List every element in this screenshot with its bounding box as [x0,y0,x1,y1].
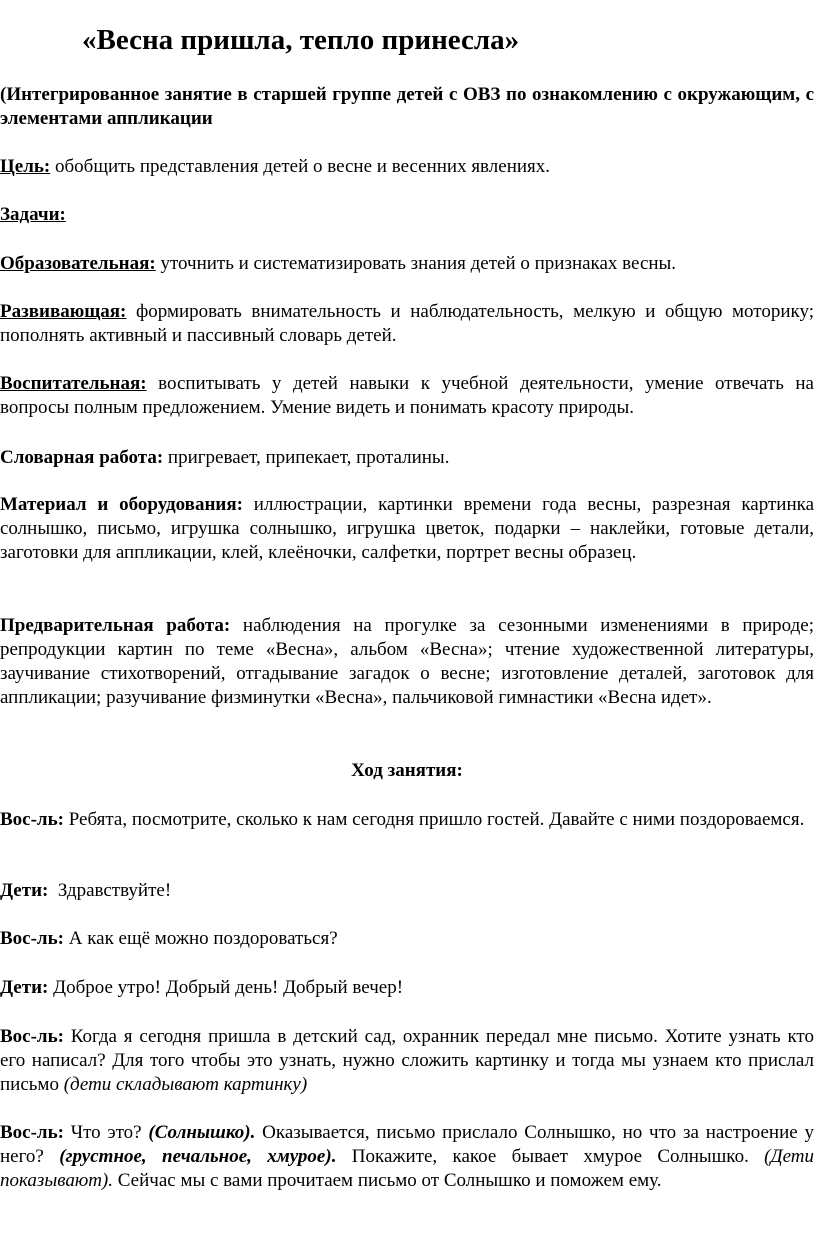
vocabulary-paragraph [0,446,814,470]
task-upbringing [0,372,814,420]
tasks-heading [0,203,814,227]
materials-label: Материал и оборудования: [0,494,243,515]
lesson-heading: Ход занятия: [351,760,463,781]
task-developmental [0,300,814,348]
goal-paragraph [0,155,814,179]
speech-text: Когда я сегодня пришла в детский сад, охранник передал мне письмо. Хотите узнать кто его написал? Для того чтобы это узнать, нужно сложить картинку и тогда мы узнаем кто прислал письмо [0,1026,814,1095]
task-upbringing-text: воспитывать у детей навыки к учебной деятельности, умение отвечать на вопросы полным предложением. Умение видеть и понимать красоту природы. [0,373,814,418]
speaker-label: Вос-ль: [0,928,64,949]
answer-note: (Солнышко). [148,1122,256,1143]
dialogue-turn-last [0,1121,814,1193]
document-title: «Весна пришла, тепло принесла» [82,24,520,56]
speech-text: Здравствуйте! [48,880,172,901]
tasks-heading-text: Задачи: [0,204,66,225]
materials-paragraph [0,493,814,565]
speech-text: А как ещё можно поздороваться? [63,928,338,949]
task-developmental-text: формировать внимательность и наблюдательность, мелкую и общую моторику; пополнять активный и пассивный словарь детей. [0,301,814,346]
vocabulary-text: пригревает, припекает, проталины. [163,447,450,468]
speech-text: Оказывается, письмо прислало Солнышко, но что за настроение у него? [0,1122,814,1167]
task-educational-text: уточнить и систематизировать знания детей о признаках весны. [155,253,677,274]
answer-note: (грустное, печальное, хмурое). [59,1146,337,1167]
task-educational-label: Образовательная: [0,253,156,274]
speech-text: Доброе утро! Добрый день! Добрый вечер! [48,977,404,998]
goal-label: Цель: [0,156,51,177]
materials-text: иллюстрации, картинки времени года весны, разрезная картинка солнышко, письмо, игрушка солнышко, игрушка цветок, подарки – наклейки, готовые детали, заготовки для аппликации, клей, клеёночки, салфетки, портрет весны образец. [0,494,815,563]
preliminary-label: Предварительная работа: [0,615,231,636]
speech-text: Покажите, какое бывает хмурое Солнышко. [336,1146,765,1167]
preliminary-paragraph [0,614,814,710]
dialogue-turn [0,927,814,951]
speech-text: Сейчас мы с вами прочитаем письмо от Солнышко и поможем ему. [113,1170,662,1191]
dialogue-turn [0,808,814,832]
speaker-label: Вос-ль: [0,1122,64,1143]
speaker-label: Вос-ль: [0,809,64,830]
task-developmental-label: Развивающая: [0,301,127,322]
dialogue-turn [0,1025,814,1097]
task-educational [0,252,814,276]
speaker-label: Дети: [0,977,49,998]
document-subtitle: (Интегрированное занятие в старшей группе детей с ОВЗ по ознакомлению с окружающим, с элементами аппликации [0,84,814,129]
preliminary-text: наблюдения на прогулке за сезонными изменениями в природе; репродукции картин по теме «Весна», альбом «Весна»; чтение художественной литературы, заучивание стихотворений, отгадывание загадок о весне; изготовление деталей, заготовок для аппликации; разучивание физминутки «Весна», пальчиковой гимнастики «Весна идет». [0,615,815,708]
vocabulary-label: Словарная работа: [0,447,164,468]
speaker-label: Вос-ль: [0,1026,64,1047]
stage-note: (дети складывают картинку) [63,1074,308,1095]
goal-text: обобщить представления детей о весне и весенних явлениях. [50,156,551,177]
speech-text: Ребята, посмотрите, сколько к нам сегодня пришло гостей. Давайте с ними поздороваемся. [63,809,805,830]
speaker-label: Дети: [0,880,49,901]
speech-text: Что это? [63,1122,149,1143]
dialogue-turn [0,879,814,903]
stage-note: (Дети показывают). [0,1146,814,1191]
dialogue-turn [0,976,814,1000]
task-upbringing-label: Воспитательная: [0,373,147,394]
